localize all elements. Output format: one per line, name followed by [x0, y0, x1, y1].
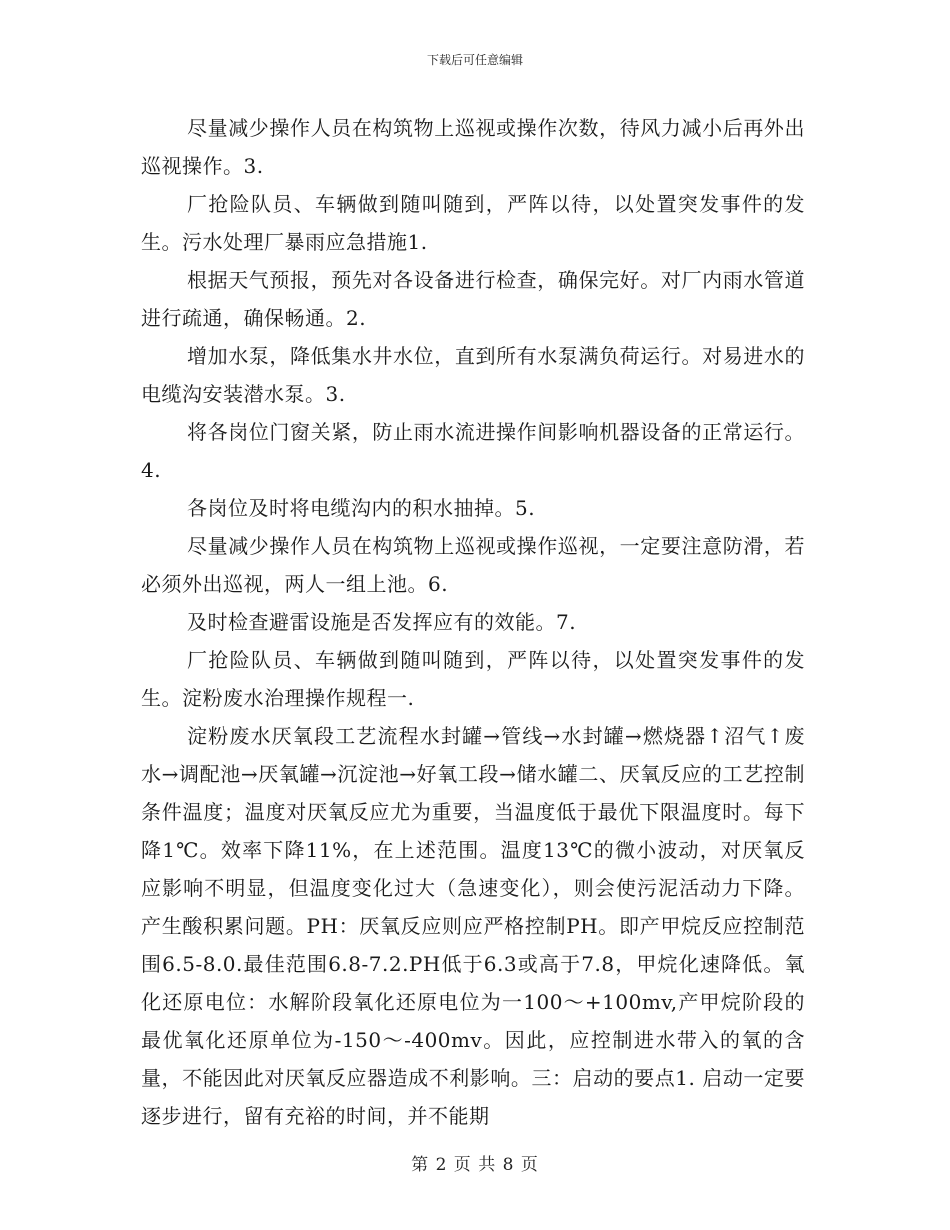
paragraph: 尽量减少操作人员在构筑物上巡视或操作巡视，一定要注意防滑，若必须外出巡视，两人一组上池。6.: [141, 534, 805, 596]
paragraph: 尽量减少操作人员在构筑物上巡视或操作次数，待风力减小后再外出巡视操作。3.: [141, 116, 805, 178]
paragraph: 厂抢险队员、车辆做到随叫随到，严阵以待，以处置突发事件的发生。淀粉废水治理操作规程一.: [141, 648, 805, 710]
page-number: 第 2 页 共 8 页: [411, 1155, 539, 1175]
paragraph: 及时检查避雷设施是否发挥应有的效能。7.: [187, 610, 577, 634]
page-header: 下载后可任意编辑: [426, 53, 523, 67]
paragraph: 各岗位及时将电缆沟内的积水抽掉。5.: [187, 496, 536, 520]
paragraph: 淀粉废水厌氧段工艺流程水封罐→管线→水封罐→燃烧器↑沼气↑废水→调配池→厌氧罐→沉淀池→好氧工段→储水罐二、厌氧反应的工艺控制条件温度；温度对厌氧反应尤为重要，当温度低于最优下限温度时。每下降1℃。效率下降11%，在上述范围。温度13℃的微小波动，对厌氧反应影响不明显，但温度变化过大（急速变化），则会使污泥活动力下降。产生酸积累问题。PH：厌氧反应则应严格控制PH。即产甲烷反应控制范围6.5-8.0.最佳范围6.8-7.2.PH低于6.3或高于7.8，甲烷化速降低。氧化还原电位：水解阶段氧化还原电位为一100～+100mv,产甲烷阶段的最优氧化还原单位为-150～-400mv。因此，应控制进水带入的氧的含量，不能因此对厌氧反应器造成不利影响。三：启动的要点1. 启动一定要逐步进行，留有充裕的时间，并不能期: [141, 724, 805, 1128]
document-body: [141, 109, 805, 1135]
paragraph: 根据天气预报，预先对各设备进行检查，确保完好。对厂内雨水管道进行疏通，确保畅通。2.: [141, 268, 805, 330]
paragraph: 增加水泵，降低集水井水位，直到所有水泵满负荷运行。对易进水的电缆沟安装潜水泵。3.: [141, 344, 805, 406]
paragraph: 将各岗位门窗关紧，防止雨水流进操作间影响机器设备的正常运行。4.: [141, 420, 805, 482]
paragraph: 厂抢险队员、车辆做到随叫随到，严阵以待，以处置突发事件的发生。污水处理厂暴雨应急措施1.: [141, 192, 805, 254]
